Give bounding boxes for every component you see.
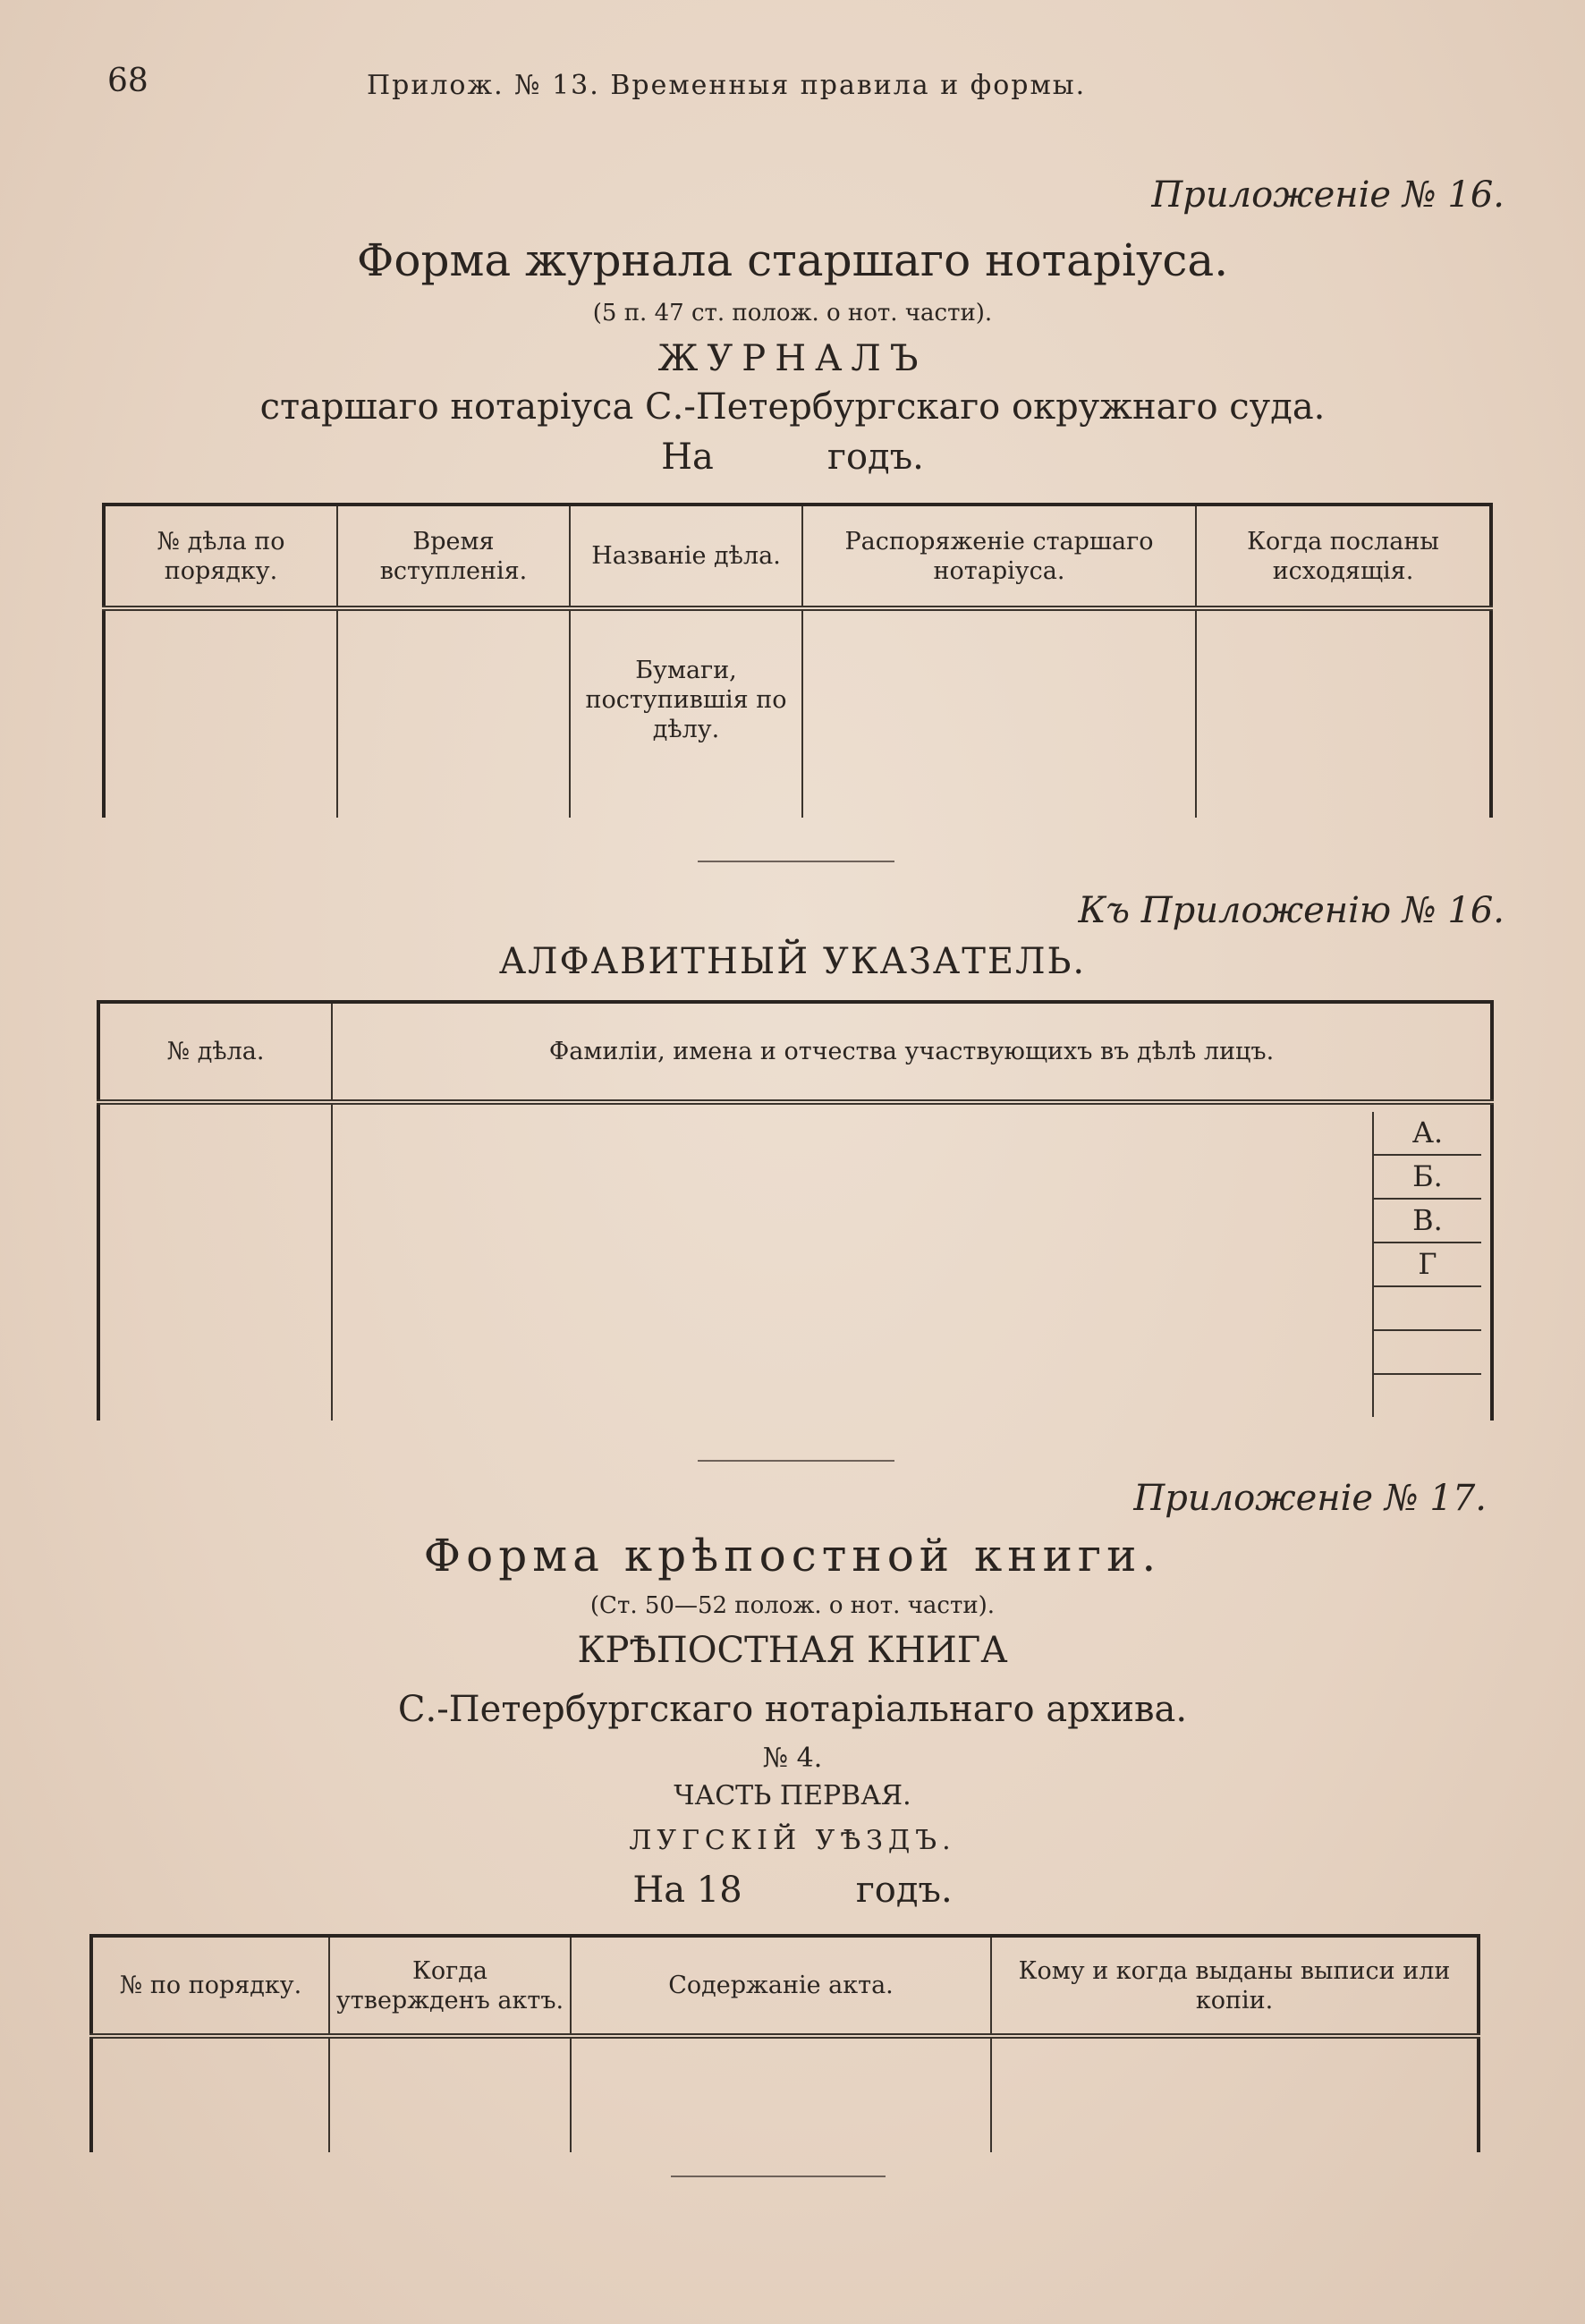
journal-table xyxy=(102,503,1493,818)
table-cell xyxy=(91,2036,329,2152)
section-divider xyxy=(671,2176,886,2177)
column-header-notary-order: Распоряженіе старшаго нотаріуса. xyxy=(802,505,1196,608)
column-header-case-number: № дѣла по порядку. xyxy=(104,505,337,608)
column-header-case-number: № дѣла. xyxy=(98,1002,332,1102)
journal-heading: ЖУРНАЛЪ xyxy=(657,338,928,379)
letter-tab: Б. xyxy=(1374,1156,1481,1200)
table-cell xyxy=(104,608,337,818)
letter-tab: В. xyxy=(1374,1200,1481,1243)
register-table xyxy=(89,1934,1480,2152)
register-district: ЛУГСКІЙ УѢЗДЪ. xyxy=(629,1825,956,1856)
appendix-17-label: Приложеніе № 17. xyxy=(1133,1478,1487,1519)
running-title: Прилож. № 13. Временныя правила и формы. xyxy=(367,70,1087,101)
column-header-order-number: № по порядку. xyxy=(91,1936,329,2036)
register-year-line: На 18 годъ. xyxy=(632,1870,953,1911)
appendix-16-title: Форма журнала старшаго нотаріуса. xyxy=(356,234,1229,286)
register-heading: КРѢПОСТНАЯ КНИГА xyxy=(577,1630,1008,1671)
table-cell xyxy=(991,2036,1479,2152)
register-part: ЧАСТЬ ПЕРВАЯ. xyxy=(674,1780,911,1811)
column-header-copies-issued: Кому и когда выданы выписи или копіи. xyxy=(991,1936,1479,2036)
column-header-act-content: Содержаніе акта. xyxy=(571,1936,991,2036)
index-label: Къ Приложенію № 16. xyxy=(1078,890,1504,931)
appendix-17-reference: (Ст. 50—52 полож. о нот. части). xyxy=(589,1592,996,1619)
appendix-16-label: Приложеніе № 16. xyxy=(1151,174,1504,216)
section-divider xyxy=(698,861,894,862)
incoming-papers-note: Бумаги, поступившія по дѣлу. xyxy=(570,608,802,818)
journal-subheading: старшаго нотаріуса С.-Петербургскаго окружнаго суда. xyxy=(259,386,1326,428)
page-number: 68 xyxy=(107,63,148,99)
column-header-outgoing-sent: Когда посланы исходящія. xyxy=(1196,505,1491,608)
table-cell xyxy=(571,2036,991,2152)
register-subheading: С.-Петербургскаго нотаріальнаго архива. xyxy=(397,1689,1188,1730)
letter-tab xyxy=(1374,1287,1481,1331)
table-cell xyxy=(1196,608,1491,818)
column-header-entry-time: Время вступленія. xyxy=(337,505,570,608)
letter-tab xyxy=(1374,1375,1481,1417)
register-number: № 4. xyxy=(762,1743,823,1774)
letter-tab xyxy=(1374,1331,1481,1375)
index-table xyxy=(97,1000,1494,1421)
column-header-participants: Фамиліи, имена и отчества участвующихъ въ дѣлѣ лицъ. xyxy=(332,1002,1492,1102)
column-header-approval-date: Когда утвержденъ актъ. xyxy=(329,1936,571,2036)
letter-tab: Г xyxy=(1374,1243,1481,1287)
table-cell xyxy=(98,1102,332,1421)
appendix-16-reference: (5 п. 47 ст. полож. о нот. части). xyxy=(592,300,993,327)
table-cell xyxy=(802,608,1196,818)
journal-year-line: На годъ. xyxy=(661,437,924,478)
table-cell xyxy=(329,2036,571,2152)
appendix-17-title: Форма крѣпостной книги. xyxy=(423,1530,1162,1582)
index-heading: АЛФАВИТНЫЙ УКАЗАТЕЛЬ. xyxy=(498,941,1087,982)
participants-cell xyxy=(332,1102,1492,1421)
running-head xyxy=(107,63,1503,116)
letter-tabs xyxy=(1372,1112,1481,1417)
section-divider xyxy=(698,1460,894,1462)
column-header-case-name: Названіе дѣла. xyxy=(570,505,802,608)
letter-tab: А. xyxy=(1374,1112,1481,1156)
table-cell xyxy=(337,608,570,818)
